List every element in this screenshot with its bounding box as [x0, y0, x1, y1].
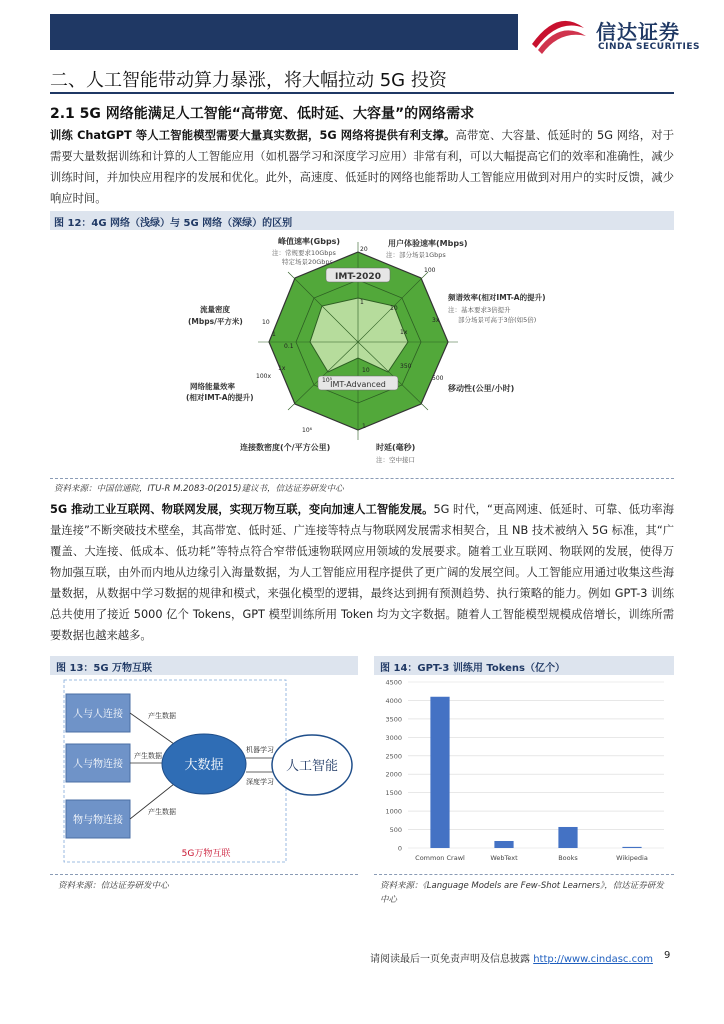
x-tick-label: Wikipedia [616, 854, 648, 862]
y-tick-label: 4500 [385, 678, 402, 687]
y-tick-label: 0 [397, 844, 402, 853]
cinda-logo-icon [528, 14, 588, 56]
axis-traffic-density-label-2: (Mbps/平方米) [188, 317, 243, 326]
axis-user-rate-note1: 注：部分场景1Gbps [386, 251, 446, 259]
bar-wikipedia [622, 847, 641, 848]
axis-user-rate-tick: 100 [424, 267, 436, 274]
logo-text-cn: 信达证券 [596, 20, 680, 44]
ai-label: 人工智能 [285, 759, 339, 774]
bar-webtext [494, 841, 513, 848]
page-number: 9 [664, 950, 671, 961]
paragraph-2-body: 5G 时代，“更高网速、低延时、可靠、低功率海量连接”不断突破技术壁垒，其高带宽、低时延、广连接等特点与物联网发展需求相契合，且 NB 技术被纳入 5G 标准，其“广覆盖、大连接、低成本、低功耗”等特点符合窄带低速物联网应用领域的发展要求。随着工业互联网、物联网的发展，使得万物加强互联，由外而内地从边缘引入海量数据，为人工智能应用程序提供了更广阔的发展空间。人工智能应用通过收集这些海量数据，从数据中学习数据的规律和模式，来强化模型的逻辑，最终达到拥有预测趋势、执行策略的能力。例如 GPT-3 训练总共使用了接近 5000 亿个 Tokens，GPT 模型训练所用 Token 均为文字数据。随着人工智能模型规模成倍增长，训练所需要数据也越来越多。 [50, 503, 674, 642]
axis-latency-tick: 1 [362, 423, 366, 430]
axis-user-rate-tick: 10 [390, 305, 398, 312]
figure-13-title: 图 13：5G 万物互联 [56, 663, 153, 674]
axis-latency-label: 时延(毫秒) [376, 443, 416, 452]
y-tick-label: 500 [389, 826, 402, 835]
figure-12-source: 资料来源：中国信通院，ITU-R M.2083-0(2015)建议书，信达证券研发中心 [54, 484, 344, 494]
edge-label-1: 产生数据 [148, 712, 176, 720]
axis-peak-rate-note2: 特定场景20Gbps [282, 258, 333, 266]
paragraph-2 [50, 499, 674, 646]
y-tick-label: 3000 [385, 733, 402, 742]
center-top-label: IMT-2020 [335, 272, 381, 282]
section-divider [50, 92, 674, 94]
iot-caption: 5G万物互联 [181, 849, 231, 859]
logo-text-en: CINDA SECURITIES [598, 42, 700, 52]
figure-12-source-divider [50, 478, 674, 479]
figure-14-bar-chart [374, 676, 674, 866]
axis-spectrum-label: 频谱效率(相对IMT-A的提升) [448, 293, 546, 302]
footer-link[interactable]: http://www.cindasc.com [533, 954, 653, 965]
axis-mobility-label: 移动性(公里/小时) [448, 384, 515, 393]
axis-traffic-density-tick: 1 [272, 331, 276, 338]
axis-mobility-tick: 500 [432, 375, 444, 382]
header-bar [50, 14, 518, 50]
axis-spectrum-note2: 部分场景可高于3倍(如5倍) [458, 316, 537, 324]
axis-spectrum-tick: 1x [400, 329, 408, 336]
y-tick-label: 4000 [385, 696, 402, 705]
figure-14-source: 资料来源：《Language Models are Few-Shot Learners》，信达证券研发中心 [380, 881, 664, 905]
axis-connection-density-tick: 10⁵ [322, 377, 333, 384]
big-data-label: 大数据 [184, 758, 224, 773]
y-tick-label: 1000 [385, 807, 402, 816]
figure-13-diagram [56, 678, 356, 868]
paragraph-1 [50, 125, 674, 209]
x-tick-label: WebText [490, 854, 518, 862]
figure-13-source: 资料来源：信达证券研发中心 [58, 881, 169, 891]
axis-connection-density-tick: 10⁶ [302, 427, 313, 434]
axis-latency-tick: 10 [362, 367, 370, 374]
axis-energy-label-2: (相对IMT-A的提升) [186, 393, 254, 402]
axis-spectrum-tick: 3x [432, 317, 440, 324]
axis-energy-label: 网络能量效率 [190, 382, 235, 391]
bar-books [558, 827, 577, 848]
figure-14-title: 图 14：GPT-3 训练用 Tokens（亿个） [380, 663, 565, 674]
axis-traffic-density-label: 流量密度 [200, 305, 230, 314]
center-bottom-label: IMT-Advanced [330, 380, 386, 389]
arrow-label-dl: 深度学习 [246, 778, 274, 786]
subsection-title: 2.1 5G 网络能满足人工智能“高带宽、低时延、大容量”的网络需求 [50, 106, 475, 122]
axis-latency-note1: 注：空中接口 [376, 456, 415, 464]
figure-12-title: 图 12：4G 网络（浅绿）与 5G 网络（深绿）的区别 [54, 218, 293, 229]
axis-peak-rate-label: 峰值速率(Gbps) [278, 237, 341, 246]
paragraph-2-lead: 5G 推动工业互联网、物联网发展，实现万物互联，变向加速人工智能发展。 [50, 503, 434, 516]
box-person-thing-label: 人与物连接 [73, 759, 123, 770]
axis-user-rate-label: 用户体验速率(Mbps) [388, 239, 468, 248]
figure-14-source-divider [374, 874, 674, 875]
edge-label-3: 产生数据 [148, 808, 176, 816]
axis-energy-tick: 100x [256, 373, 272, 380]
paragraph-1-lead: 训练 ChatGPT 等人工智能模型需要大量真实数据，5G 网络将提供有利支撑。 [50, 129, 456, 142]
figure-12-radar-chart [150, 232, 570, 472]
x-tick-label: Common Crawl [415, 854, 465, 862]
arrow-label-ml: 机器学习 [246, 746, 274, 754]
paragraph-1-body: 高带宽、大容量、低延时的 5G 网络，对于需要大量数据训练和计算的人工智能应用（如机器学习和深度学习应用）非常有利，可以大幅提高它们的效率和准确性，减少训练时间，并加快应用程序的发展和优化。此外，高速度、低延时的网络也能帮助人工智能应用做到对用户的实时反馈，减少响应时间。 [50, 129, 674, 205]
bar-common-crawl [430, 697, 449, 848]
y-tick-label: 3500 [385, 715, 402, 724]
axis-peak-rate-note1: 注：常规要求10Gbps [272, 249, 336, 257]
axis-energy-tick: 1x [278, 365, 286, 372]
y-tick-label: 1500 [385, 789, 402, 798]
axis-spectrum-note1: 注：基本要求3倍提升 [448, 306, 511, 314]
axis-peak-rate-tick: 1 [360, 299, 364, 306]
footer-disclaimer [370, 950, 653, 965]
axis-peak-rate-tick: 20 [360, 246, 368, 253]
box-person-person-label: 人与人连接 [73, 709, 123, 720]
footer-text: 请阅读最后一页免责声明及信息披露 [370, 954, 530, 965]
axis-traffic-density-tick: 10 [262, 319, 270, 326]
section-title: 二、人工智能带动算力暴涨，将大幅拉动 5G 投资 [50, 70, 447, 91]
figure-13-source-divider [50, 874, 358, 875]
y-tick-label: 2500 [385, 752, 402, 761]
axis-mobility-tick: 350 [400, 363, 412, 370]
x-tick-label: Books [558, 854, 578, 862]
box-thing-thing-label: 物与物连接 [73, 815, 123, 826]
edge-label-2: 产生数据 [134, 752, 162, 760]
y-tick-label: 2000 [385, 770, 402, 779]
axis-connection-density-label: 连接数密度(个/平方公里) [240, 443, 331, 452]
axis-traffic-density-tick: 0.1 [284, 343, 294, 350]
